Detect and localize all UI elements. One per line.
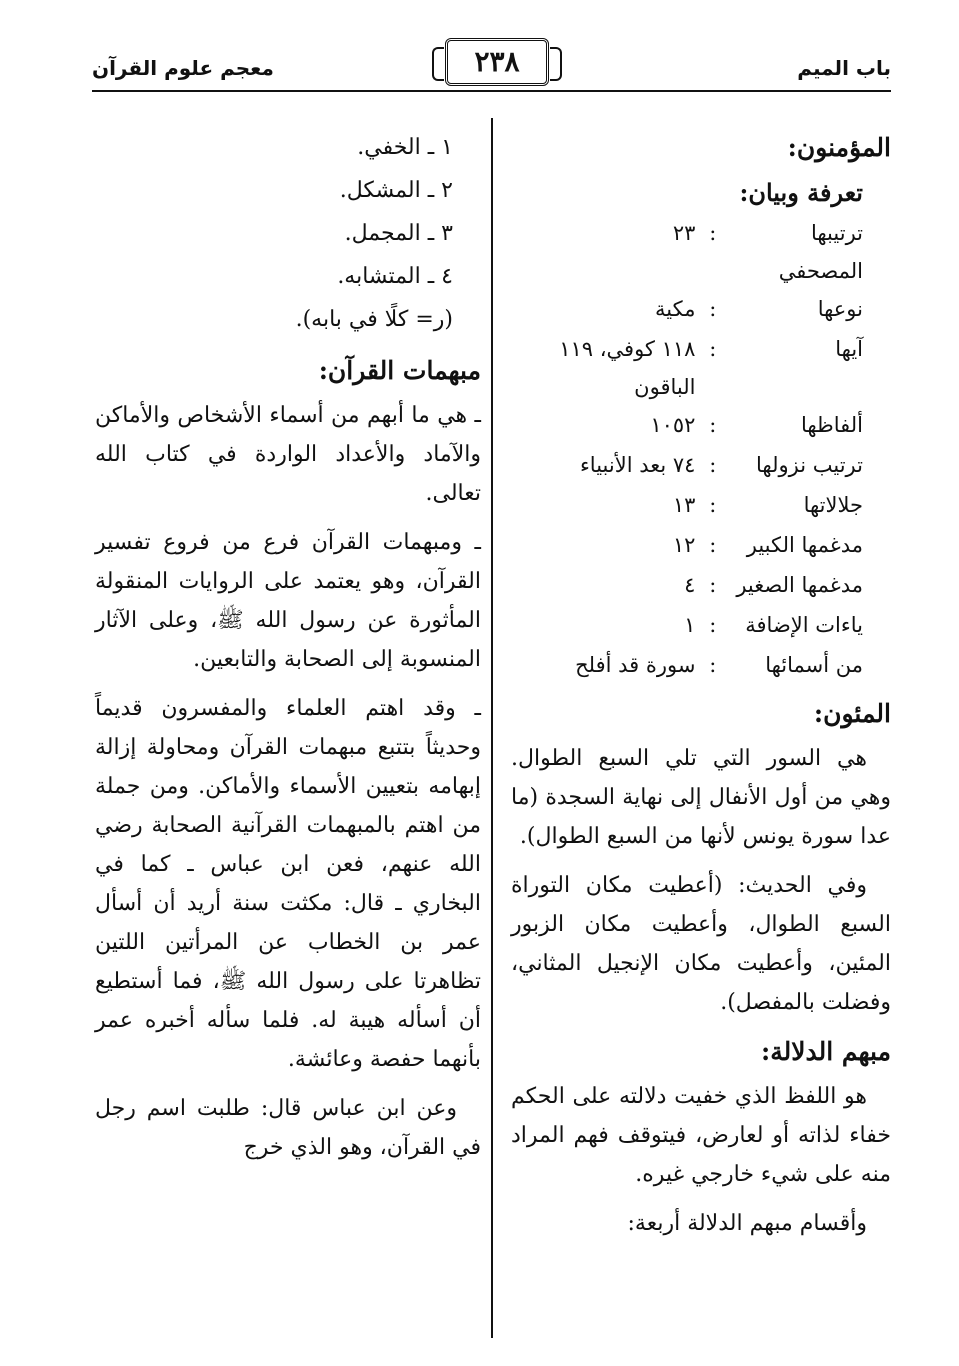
stat-value: ١٠٥٢: [650, 413, 696, 437]
stat-separator: :: [709, 573, 717, 597]
stat-label: جلالاتها: [803, 493, 863, 517]
stat-separator: :: [709, 613, 717, 637]
stats-row: [511, 526, 863, 566]
stat-value: ٧٤ بعد الأنبياء: [579, 453, 696, 477]
stat-separator: :: [709, 297, 717, 321]
surah-stats-table: [511, 214, 863, 686]
mubhamat-paragraph-3: ـ وقد اهتم العلماء والمفسرون قديماً وحديثاً بتتبع مبهمات القرآن ومحاولة إزالة إبهامه بتعيين الأسماء والأماكن. ومن جملة من اهتم بالمبهمات القرآنية الصحابة رضي الله عنهم، فعن ابن عباس ـ كما في البخاري ـ قال: مكثت سنة أريد أن أسأل عمر بن الخطاب عن المرأتين اللتين تظاهرتا على رسول الله ﷺ، فما أستطيع أن أسأله هيبة له. فلما سأله أخبره عمر بأنهما حفصة وعائشة.: [95, 696, 481, 1072]
stat-separator: :: [709, 453, 717, 477]
stat-separator: :: [709, 413, 717, 437]
section-title: باب الميم: [797, 56, 891, 80]
see-also-note: (ر= كلًا في بابه).: [295, 307, 453, 332]
stat-separator: :: [709, 221, 717, 245]
stat-label: ترتيب نزولها: [756, 453, 863, 477]
mubham-dalala-paragraph-2: وأقسام مبهم الدلالة أربعة:: [627, 1211, 867, 1236]
stat-label: ياءات الإضافة: [745, 613, 863, 637]
book-title: معجم علوم القرآن: [92, 56, 274, 80]
stat-value: مكية: [655, 297, 696, 321]
page-number: ٢٣٨: [445, 38, 549, 86]
list-item: ١ ـ الخفي.: [357, 135, 453, 160]
stat-label: آيها: [835, 337, 863, 361]
stats-row: [511, 486, 863, 526]
list-item: ٣ ـ المجمل.: [344, 221, 453, 246]
page-header: [92, 38, 891, 90]
entry-title-mubham-dalala: مبهم الدلالة:: [761, 1037, 891, 1066]
entry-title-mieen: المئون:: [813, 699, 891, 728]
stat-separator: :: [709, 493, 717, 517]
stats-row: [511, 330, 863, 406]
stat-separator: :: [709, 653, 717, 677]
stat-label: مدغمها الصغير: [736, 573, 863, 597]
stat-label: مدغمها الكبير: [746, 533, 863, 557]
list-item: ٢ ـ المشكل.: [339, 178, 453, 203]
stats-row: [511, 646, 863, 686]
stat-value: ٤: [684, 573, 696, 597]
left-column: [95, 128, 481, 1177]
stat-value: سورة قد أفلح: [575, 653, 696, 677]
stat-label: ترتيبها المصحفي: [778, 221, 863, 283]
mubham-dalala-paragraph-1: هو اللفظ الذي خفيت دلالته على الحكم خفاء لذاته أو لعارض، فيتوقف فهم المراد منه على شيء خارجي غيره.: [511, 1084, 891, 1187]
stat-value: ١٣: [672, 493, 696, 517]
stat-value: ٢٣: [672, 221, 696, 245]
stat-separator: :: [709, 533, 717, 557]
mieen-paragraph-1: هي السور التي تلي السبع الطوال. وهي من أول الأنفال إلى نهاية السجدة (ما عدا سورة يونس لأنها من السبع الطوال).: [511, 746, 891, 849]
stats-row: [511, 566, 863, 606]
stats-row: [511, 290, 863, 330]
stat-label: نوعها: [817, 297, 863, 321]
entry-title-mubhamat: مبهمات القرآن:: [318, 356, 481, 385]
stats-row: [511, 406, 863, 446]
stat-separator: :: [709, 337, 717, 361]
list-item: ٤ ـ المتشابه.: [337, 264, 453, 289]
mubhamat-paragraph-2: ـ ومبهمات القرآن فرع من فروع تفسير القرآن، وهو يعتمد على الروايات المنقولة المأثورة عن رسول الله ﷺ، وعلى الآثار المنسوبة إلى الصحابة والتابعين.: [95, 530, 481, 672]
stat-value: ١١٨ كوفي، ١١٩ الباقون: [559, 337, 696, 399]
stat-label: ألفاظها: [800, 413, 863, 437]
mieen-paragraph-2: وفي الحديث: (أعطيت مكان التوراة السبع الطوال، وأعطيت مكان الزبور المئين، وأعطيت مكان الإنجيل المثاني، وفضلت بالمفصل).: [511, 873, 891, 1015]
stats-row: [511, 606, 863, 646]
mubhamat-paragraph-4: وعن ابن عباس قال: طلبت اسم رجل في القرآن، وهو الذي خرج: [95, 1096, 481, 1160]
header-rule: [92, 90, 891, 92]
right-column: [511, 128, 891, 1253]
stat-value: ١: [684, 613, 696, 637]
mubhamat-paragraph-1: ـ هي ما أبهم من أسماء الأشخاص والأماكن والآماد والأعداد الواردة في كتاب الله تعالى.: [95, 403, 481, 506]
column-divider: [491, 118, 493, 1338]
stat-value: ١٢: [672, 533, 696, 557]
stats-row: [511, 446, 863, 486]
entry-subtitle-definition: تعرفة وبيان:: [739, 178, 863, 207]
entry-title-muminun: المؤمنون:: [787, 133, 891, 162]
stats-row: [511, 214, 863, 290]
stat-label: من أسمائها: [765, 653, 863, 677]
